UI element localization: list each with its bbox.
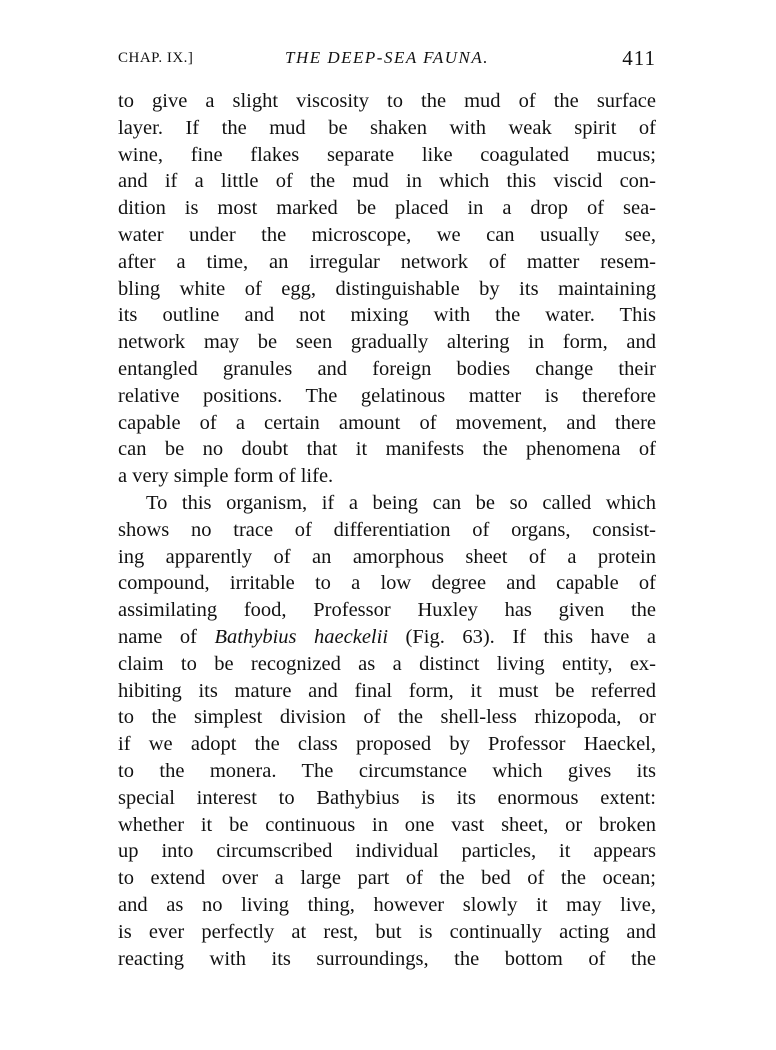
paragraph-1 <box>118 88 656 490</box>
species-name: Bathybius haeckelii <box>214 625 389 648</box>
text-line: capable of a certain amount of movement, and there <box>118 411 656 434</box>
text-line: if we adopt the class proposed by Professor Haeckel, <box>118 733 656 756</box>
paragraph-2 <box>118 490 656 972</box>
text-line: layer. If the mud be shaken with weak spirit of <box>118 116 656 139</box>
text-line: network may be seen gradually altering in form, and <box>118 331 656 354</box>
text-line: special interest to Bathybius is its enormous extent: <box>118 786 656 809</box>
text-line: to the simplest division of the shell-less rhizopoda, or <box>118 706 656 729</box>
text-line: after a time, an irregular network of matter resem- <box>118 250 656 273</box>
text-line: is ever perfectly at rest, but is continually acting and <box>118 920 656 943</box>
text-line-with-species-name <box>118 624 656 651</box>
text-line: claim to be recognized as a distinct living entity, ex- <box>118 652 656 675</box>
text-line: compound, irritable to a low degree and capable of <box>118 572 656 595</box>
text-line: wine, fine flakes separate like coagulated mucus; <box>118 143 656 166</box>
page-number: 411 <box>622 46 656 70</box>
text-line: its outline and not mixing with the water. This <box>118 304 656 327</box>
text-segment: (Fig. 63). If this have a <box>388 625 656 648</box>
text-line: whether it be continuous in one vast sheet, or broken <box>118 813 656 836</box>
text-line: dition is most marked be placed in a drop of sea- <box>118 197 656 220</box>
running-title: THE DEEP-SEA FAUNA. <box>285 48 489 67</box>
chapter-label: CHAP. IX.] <box>118 50 194 66</box>
text-line: shows no trace of differentiation of organs, consist- <box>118 518 656 541</box>
text-line: reacting with its surroundings, the bottom of the <box>118 947 656 970</box>
text-line: assimilating food, Professor Huxley has given the <box>118 599 656 622</box>
text-line: To this organism, if a being can be so called which <box>146 491 656 514</box>
text-line: water under the microscope, we can usually see, <box>118 223 656 246</box>
body-text <box>118 88 656 972</box>
text-line: ing apparently of an amorphous sheet of a protein <box>118 545 656 568</box>
text-line: and as no living thing, however slowly it may live, <box>118 893 656 916</box>
running-head <box>118 46 656 72</box>
text-line: to give a slight viscosity to the mud of the surface <box>118 90 656 112</box>
text-line: can be no doubt that it manifests the phenomena of <box>118 438 656 461</box>
text-line: up into circumscribed individual particles, it appears <box>118 840 656 863</box>
text-line: and if a little of the mud in which this viscid con- <box>118 170 656 193</box>
text-segment: name of <box>118 625 215 648</box>
text-line: to extend over a large part of the bed of the ocean; <box>118 867 656 890</box>
text-line: bling white of egg, distinguishable by its maintaining <box>118 277 656 300</box>
text-line: a very simple form of life. <box>118 465 334 488</box>
text-line: to the monera. The circumstance which gives its <box>118 759 656 782</box>
text-line: relative positions. The gelatinous matter is therefore <box>118 384 656 407</box>
text-line: entangled granules and foreign bodies change their <box>118 357 656 380</box>
text-line: hibiting its mature and final form, it must be referred <box>118 679 656 702</box>
